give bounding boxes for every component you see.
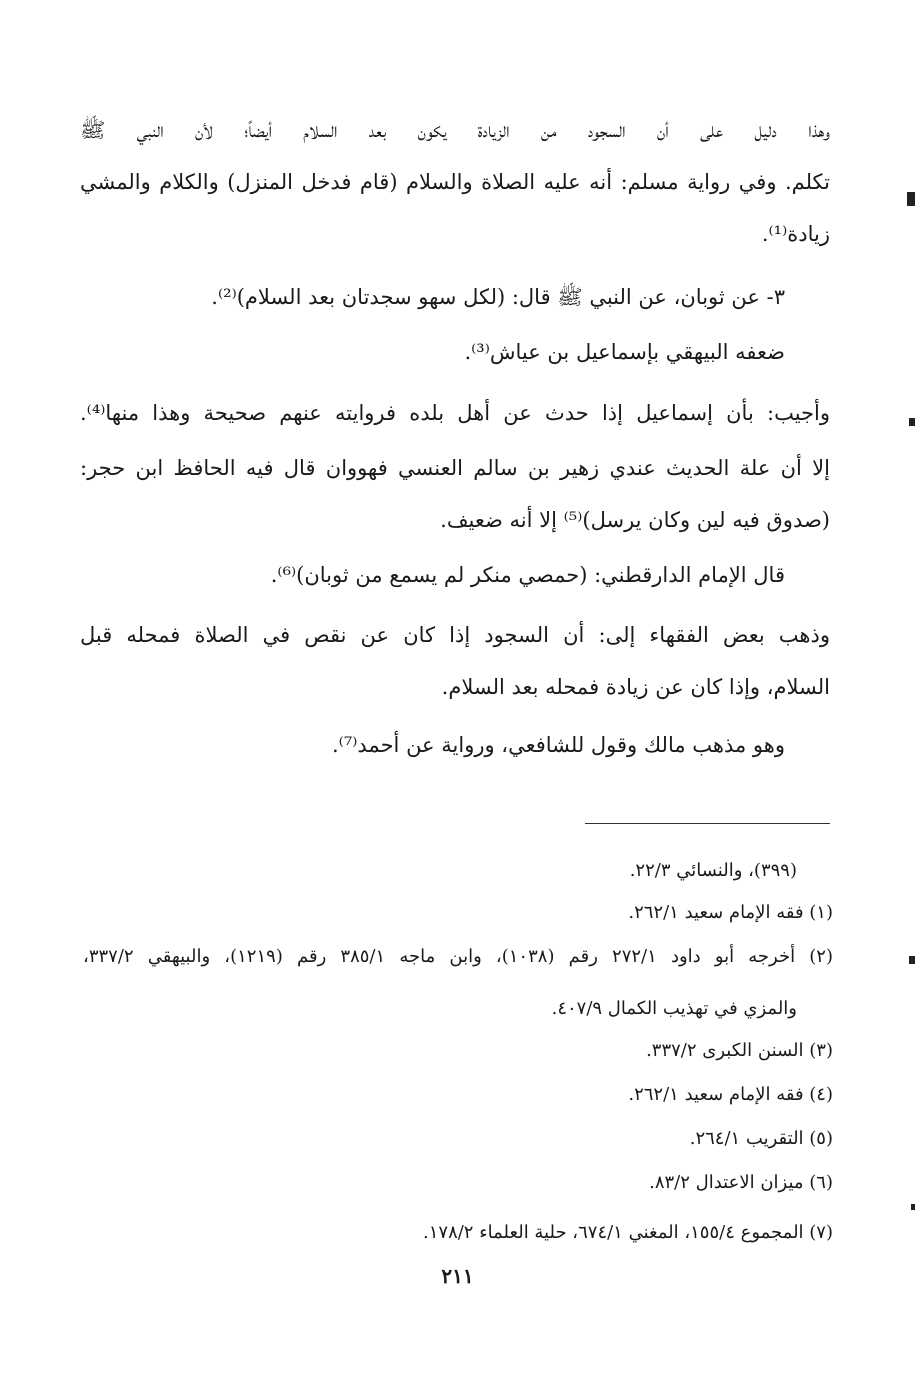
- body-line-1: وهذا دليل على أن السجود من الزيادة يكون بعد السلام أيضاً؛ لأن النبي ﷺ: [80, 118, 830, 142]
- footnote-6: (٦) ميزان الاعتدال ٨٣/٢.: [649, 1172, 833, 1193]
- scan-edge-mark: [911, 1204, 915, 1210]
- footnote-separator: [585, 823, 830, 824]
- footnote-2: (٢) أخرجه أبو داود ٢٧٢/١ رقم (١٠٣٨)، وابن ماجه ٣٨٥/١ رقم (١٢١٩)، والبيهقي ٣٣٧/٢،: [83, 946, 833, 967]
- footnote-2-continued: والمزي في تهذيب الكمال ٤٠٧/٩.: [551, 998, 797, 1019]
- scan-edge-mark: [907, 192, 915, 206]
- body-line-9: قال الإمام الدارقطني: (حمصي منكر لم يسمع من ثوبان)⁽⁶⁾.: [270, 563, 785, 587]
- body-line-12: وهو مذهب مالك وقول للشافعي، ورواية عن أحمد⁽⁷⁾.: [331, 733, 785, 757]
- body-line-3: زيادة⁽¹⁾.: [761, 222, 830, 246]
- footnote-5: (٥) التقريب ٢٦٤/١.: [689, 1128, 833, 1149]
- body-line-7: إلا أن علة الحديث عندي زهير بن سالم العنسي فهووان قال فيه الحافظ ابن حجر:: [80, 456, 830, 480]
- body-line-2: تكلم. وفي رواية مسلم: أنه عليه الصلاة والسلام (قام فدخل المنزل) والكلام والمشي: [80, 170, 830, 194]
- body-line-6: وأجيب: بأن إسماعيل إذا حدث عن أهل بلده فروايته عنهم صحيحة وهذا منها⁽⁴⁾.: [80, 401, 830, 425]
- body-line-5: ضعفه البيهقي بإسماعيل بن عياش⁽³⁾.: [464, 340, 785, 364]
- footnote-line-continued: (٣٩٩)، والنسائي ٢٢/٣.: [629, 860, 797, 881]
- body-line-11: السلام، وإذا كان عن زيادة فمحله بعد السلام.: [441, 675, 830, 699]
- page-number: ٢١١: [441, 1264, 474, 1288]
- footnote-1: (١) فقه الإمام سعيد ٢٦٢/١.: [628, 902, 833, 923]
- footnote-7: (٧) المجموع ١٥٥/٤، المغني ٦٧٤/١، حلية العلماء ١٧٨/٢.: [423, 1222, 833, 1243]
- body-line-4: ٣- عن ثوبان، عن النبي ﷺ قال: (لكل سهو سجدتان بعد السلام)⁽²⁾.: [211, 285, 785, 309]
- scan-edge-mark: [909, 418, 915, 426]
- body-line-10: وذهب بعض الفقهاء إلى: أن السجود إذا كان عن نقص في الصلاة فمحله قبل: [80, 623, 830, 647]
- scan-edge-mark: [909, 956, 915, 964]
- footnote-4: (٤) فقه الإمام سعيد ٢٦٢/١.: [628, 1084, 833, 1105]
- body-line-8: (صدوق فيه لين وكان يرسل)⁽⁵⁾ إلا أنه ضعيف.: [440, 508, 830, 532]
- footnote-3: (٣) السنن الكبرى ٣٣٧/٢.: [646, 1040, 833, 1061]
